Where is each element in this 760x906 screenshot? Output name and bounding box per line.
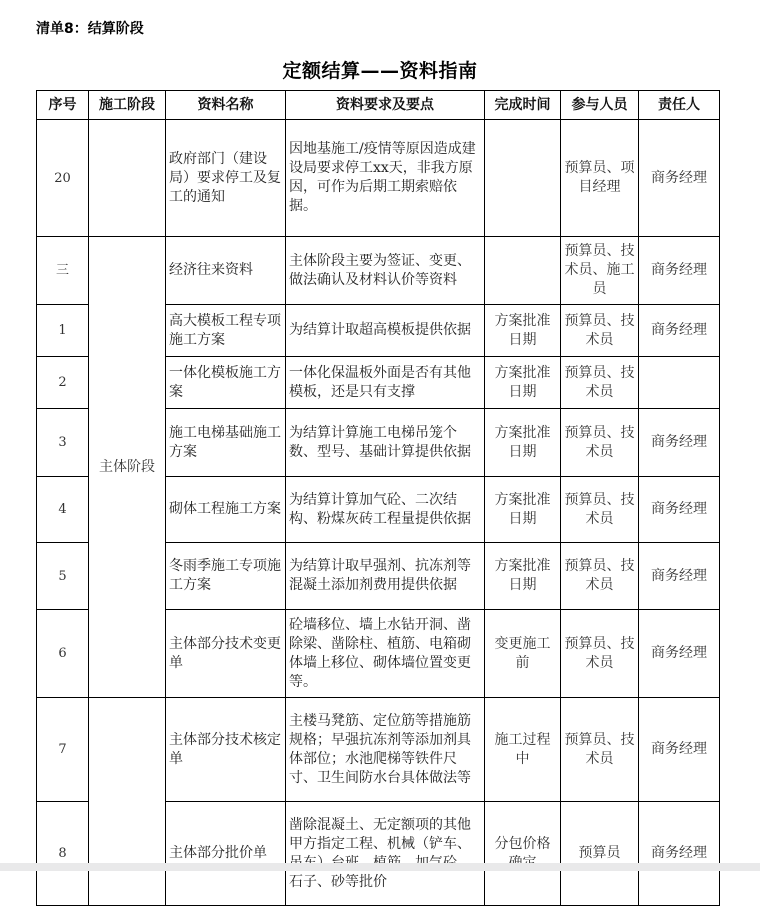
row-name: 冬雨季施工专项施工方案: [166, 543, 286, 610]
row-time: 方案批准日期: [485, 357, 561, 409]
row-seq: 1: [37, 305, 89, 357]
column-header-seq: 序号: [37, 91, 89, 120]
row-seq: 5: [37, 543, 89, 610]
row-people: 预算员、技术员: [561, 543, 639, 610]
row-stage: [89, 698, 166, 906]
row-seq: 3: [37, 409, 89, 477]
row-time: [485, 120, 561, 237]
row-seq: 20: [37, 120, 89, 237]
row-requirements: 为结算计取早强剂、抗冻剂等混凝土添加剂费用提供依据: [286, 543, 485, 610]
row-stage: [89, 120, 166, 237]
row-name: 政府部门（建设局）要求停工及复工的通知: [166, 120, 286, 237]
row-name: 砌体工程施工方案: [166, 477, 286, 543]
row-requirements: 凿除混凝土、无定额项的其他甲方指定工程、机械（铲车、 石子、砂等批价: [286, 802, 485, 906]
row-requirements: 因地基施工/疫情等原因造成建设局要求停工xx天，非我方原因，可作为后期工期索赔依据。: [286, 120, 485, 237]
row-owner: 商务经理: [639, 409, 720, 477]
row-time: 分包价格: [485, 802, 561, 906]
row-people: 预算员、技术员: [561, 477, 639, 543]
row-seq: 8: [37, 802, 89, 906]
row-time: 方案批准日期: [485, 409, 561, 477]
column-header-time: 完成时间: [485, 91, 561, 120]
settlement-guide-table: [36, 90, 720, 906]
row-seq: 三: [37, 237, 89, 305]
row-people: 预算员、技术员、施工员: [561, 237, 639, 305]
row-people: 预算员、项目经理: [561, 120, 639, 237]
row-seq: 6: [37, 610, 89, 698]
section-label: 清单8：结算阶段: [36, 21, 144, 37]
column-header-people: 参与人员: [561, 91, 639, 120]
row-owner: 商务经理: [639, 237, 720, 305]
row-seq: 7: [37, 698, 89, 802]
row-people: 预算员、技术员: [561, 409, 639, 477]
row-people: 预算员、技术员: [561, 357, 639, 409]
column-header-requirements: 资料要求及要点: [286, 91, 485, 120]
row-name: 主体部分技术变更单: [166, 610, 286, 698]
row-time: 变更施工前: [485, 610, 561, 698]
row-owner: 商务经理: [639, 305, 720, 357]
row-requirements: 一体化保温板外面是否有其他模板，还是只有支撑: [286, 357, 485, 409]
row-seq: 4: [37, 477, 89, 543]
row-requirements: 砼墙移位、墙上水钻开洞、凿除梁、凿除柱、植筋、电箱砌体墙上移位、砌体墙位置变更等。: [286, 610, 485, 698]
column-header-name: 资料名称: [166, 91, 286, 120]
row-requirements: 为结算计取超高模板提供依据: [286, 305, 485, 357]
row-name: 主体部分批价单: [166, 802, 286, 906]
row-owner: 商务经理: [639, 120, 720, 237]
row-requirements: 主体阶段主要为签证、变更、做法确认及材料认价等资料: [286, 237, 485, 305]
row-requirements: 为结算计算加气砼、二次结构、粉煤灰砖工程量提供依据: [286, 477, 485, 543]
row-name: 一体化模板施工方案: [166, 357, 286, 409]
row-people: 预算员、技术员: [561, 698, 639, 802]
viewer-bottom-bar: [0, 863, 760, 871]
row-name: 主体部分技术核定单: [166, 698, 286, 802]
row-name: 高大模板工程专项施工方案: [166, 305, 286, 357]
row-owner: 商务经理: [639, 610, 720, 698]
row-name: 施工电梯基础施工方案: [166, 409, 286, 477]
document-title: 定额结算——资料指南: [282, 60, 478, 82]
row-people: 预算员、技术员: [561, 610, 639, 698]
column-header-stage: 施工阶段: [89, 91, 166, 120]
table-row: [37, 698, 720, 802]
row-owner: 商务经理: [639, 802, 720, 906]
row-time: 施工过程中: [485, 698, 561, 802]
row-time: 方案批准日期: [485, 477, 561, 543]
row-owner: 商务经理: [639, 477, 720, 543]
row-requirements: 主楼马凳筋、定位筋等措施筋规格；早强抗冻剂等添加剂具体部位；水池爬梯等铁件尺寸、卫生间防水台具体做法等: [286, 698, 485, 802]
row-owner: 商务经理: [639, 698, 720, 802]
row-people: 预算员、技术员: [561, 305, 639, 357]
row-time: 方案批准日期: [485, 305, 561, 357]
row-owner: 商务经理: [639, 543, 720, 610]
column-header-owner: 责任人: [639, 91, 720, 120]
table-row: [37, 237, 720, 305]
row-seq: 2: [37, 357, 89, 409]
row-owner: [639, 357, 720, 409]
row-requirements: 为结算计算施工电梯吊笼个数、型号、基础计算提供依据: [286, 409, 485, 477]
row-time: [485, 237, 561, 305]
table-header-row: [37, 91, 720, 120]
row-people: 预算员: [561, 802, 639, 906]
table-row: [37, 120, 720, 237]
row-name: 经济往来资料: [166, 237, 286, 305]
row-time: 方案批准日期: [485, 543, 561, 610]
stage-cell: 主体阶段: [89, 237, 166, 698]
